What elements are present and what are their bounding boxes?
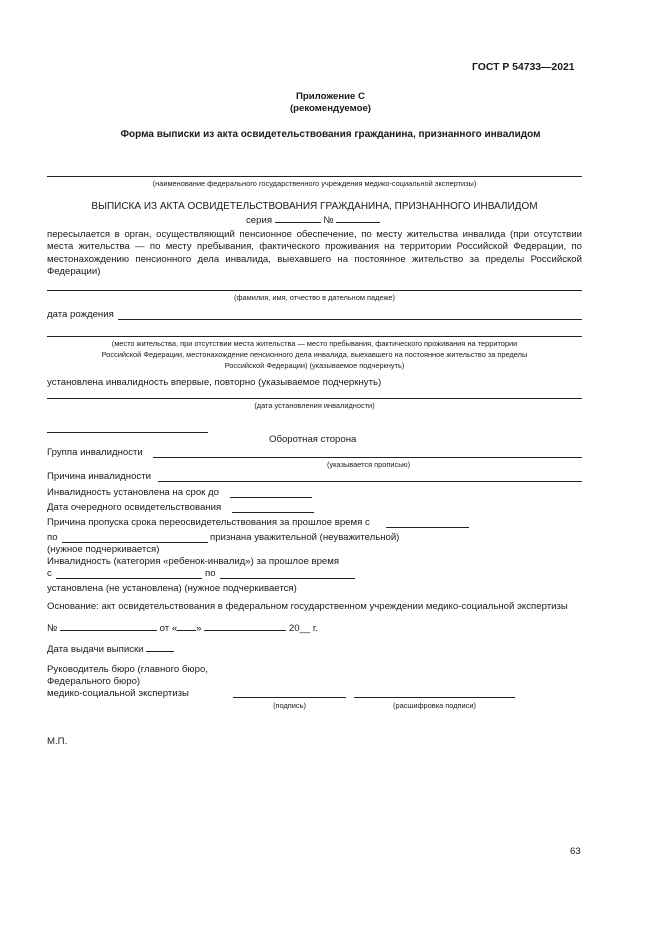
signature-field[interactable]	[233, 697, 346, 698]
series-row	[246, 213, 380, 226]
reverse-side-label: Оборотная сторона	[269, 434, 357, 445]
residence-field[interactable]	[47, 336, 582, 337]
act-date-open: от «	[159, 623, 178, 634]
residence-caption-2: Российской Федерации, местонахождение пенсионного дела инвалида, выехавшего на постоянное жительство за пределы	[101, 350, 528, 359]
head-line-2: Федерального бюро)	[47, 676, 141, 687]
number-label: №	[323, 215, 334, 226]
child-from-field[interactable]	[56, 578, 202, 579]
residence-caption-3: Российской Федерации) (указываемое подчеркнуть)	[224, 361, 405, 370]
date-caption: (дата установления инвалидности)	[254, 401, 375, 410]
group-field[interactable]	[153, 457, 582, 458]
number-field[interactable]	[336, 213, 380, 223]
act-number-row	[47, 621, 318, 634]
child-to-field[interactable]	[220, 578, 355, 579]
term-field[interactable]	[230, 497, 312, 498]
act-month-field[interactable]	[204, 621, 286, 631]
decode-caption: (расшифровка подписи)	[393, 701, 476, 710]
series-field[interactable]	[275, 213, 321, 223]
date-field[interactable]	[47, 398, 582, 399]
from-label: с	[47, 568, 52, 579]
signature-caption: (подпись)	[273, 701, 306, 710]
standard-code: ГОСТ Р 54733—2021	[472, 62, 575, 73]
intro-paragraph: пересылается в орган, осуществляющий пенсионное обеспечение, по месту жительства инвалида (при отсутствии места жительства — по месту пребывания, фактического проживания на территории Российской Федерации, по местонахождению пенсионного дела инвалида, выехавшего на постоянное жительство за пределы Российской Федерации)	[47, 229, 582, 278]
group-label: Группа инвалидности	[47, 447, 143, 458]
group-caption: (указывается прописью)	[327, 460, 411, 469]
doc-title: ВЫПИСКА ИЗ АКТА ОСВИДЕТЕЛЬСТВОВАНИЯ ГРАЖДАНИНА, ПРИЗНАННОГО ИНВАЛИДОМ	[91, 201, 538, 212]
next-exam-label: Дата очередного освидетельствования	[47, 502, 222, 513]
birth-label: дата рождения	[47, 309, 114, 320]
head-line-1: Руководитель бюро (главного бюро,	[47, 664, 208, 675]
act-number-label: №	[47, 623, 58, 634]
series-label: серия	[246, 215, 273, 226]
cause-label: Причина инвалидности	[47, 471, 151, 482]
next-exam-field[interactable]	[232, 512, 314, 513]
stamp-label: М.П.	[47, 736, 68, 747]
to-label: по	[205, 568, 216, 579]
underline-needed-1: (нужное подчеркивается)	[47, 544, 160, 555]
skip-to-field[interactable]	[62, 542, 208, 543]
institution-caption: (наименование федерального государственного учреждения медико-социальной экспертизы)	[152, 179, 477, 188]
issue-date-label: Дата выдачи выписки	[47, 644, 144, 655]
form-title: Форма выписки из акта освидетельствования гражданина, признанного инвалидом	[120, 129, 541, 140]
fio-field[interactable]	[47, 290, 582, 291]
recognized-text: признана уважительной (неуважительной)	[210, 532, 400, 543]
by-label: по	[47, 532, 58, 543]
disability-first-text: установлена инвалидность впервые, повторно (указываемое подчеркнуть)	[47, 377, 382, 388]
head-line-3: медико-социальной экспертизы	[47, 688, 189, 699]
act-year-label: 20__ г.	[288, 623, 318, 634]
act-number-field[interactable]	[60, 621, 157, 631]
short-line-field[interactable]	[47, 432, 208, 433]
established-text: установлена (не установлена) (нужное подчеркивается)	[47, 583, 297, 594]
institution-field[interactable]	[47, 176, 582, 177]
recommended-label: (рекомендуемое)	[289, 103, 371, 114]
cause-field[interactable]	[158, 481, 582, 482]
term-label: Инвалидность установлена на срок до	[47, 487, 219, 498]
skip-reason-label: Причина пропуска срока переосвидетельствования за прошлое время с	[47, 517, 370, 528]
skip-from-field[interactable]	[386, 527, 469, 528]
basis-text: Основание: акт освидетельствования в федеральном государственном учреждении медико-социальной экспертизы	[47, 601, 568, 612]
decode-field[interactable]	[354, 697, 515, 698]
act-date-close: »	[196, 623, 202, 634]
fio-caption: (фамилия, имя, отчество в дательном падеже)	[234, 293, 395, 302]
issue-date-row	[47, 642, 174, 655]
issue-date-field[interactable]	[146, 642, 174, 652]
residence-caption-1: (место жительства, при отсутствии места жительства — место пребывания, фактического проживания на территории	[111, 339, 518, 348]
appendix-label: Приложение С	[296, 91, 365, 102]
act-day-field[interactable]	[177, 621, 196, 631]
page-number: 63	[570, 846, 581, 857]
birth-field[interactable]	[118, 319, 582, 320]
child-disability-text: Инвалидность (категория «ребенок-инвалид») за прошлое время	[47, 556, 340, 567]
